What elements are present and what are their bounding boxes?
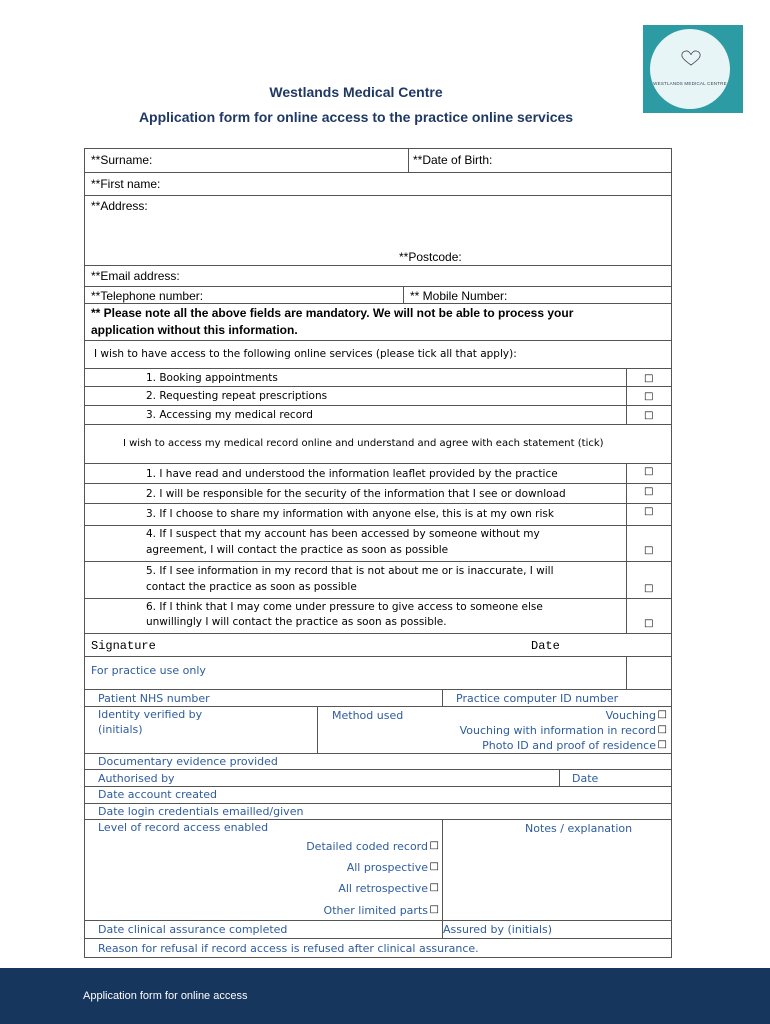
signature-row[interactable] (84, 633, 672, 657)
prescriptions-checkbox[interactable]: □ (644, 391, 654, 402)
postcode-label: **Postcode: (399, 250, 462, 264)
services-intro (84, 340, 672, 369)
all-prospective-label: All prospective (346, 861, 428, 874)
other-limited-label: Other limited parts (323, 904, 428, 917)
surname-field[interactable] (84, 148, 409, 173)
practice-use-blank (626, 656, 672, 690)
statement-row-1 (84, 463, 672, 484)
first-name-field[interactable] (84, 172, 672, 196)
service-booking-label: 1. Booking appointments (146, 372, 278, 384)
statement-2-text: 2. I will be responsible for the security of the information that I see or download (146, 488, 566, 500)
identity-initials-label: (initials) (98, 723, 143, 736)
authorised-date-label: Date (572, 772, 599, 785)
account-created-row[interactable] (84, 786, 672, 804)
first-name-label: **First name: (91, 177, 161, 191)
statement-2-checkbox[interactable]: □ (644, 486, 654, 497)
vouching-checkbox[interactable]: □ (657, 709, 667, 720)
mandatory-note-line2: application without this information. (91, 323, 298, 337)
record-access-level-label: Level of record access enabled (98, 821, 269, 834)
footer-text: Application form for online access (83, 990, 248, 1002)
practice-use-text: For practice use only (91, 664, 206, 677)
service-row-record (84, 405, 672, 425)
telephone-label: **Telephone number: (91, 289, 204, 303)
surname-label: **Surname: (91, 153, 153, 167)
telephone-field[interactable] (84, 286, 404, 304)
statement-row-3 (84, 503, 672, 526)
documentary-evidence-row[interactable] (84, 753, 672, 770)
notes-field[interactable] (442, 819, 672, 921)
statement-row-5 (84, 561, 672, 599)
application-form (84, 148, 672, 958)
page-subtitle: Application form for online access to the practice online services (138, 109, 574, 125)
documentary-evidence-label: Documentary evidence provided (98, 755, 278, 768)
services-intro-text: I wish to have access to the following online services (please tick all that apply): (94, 348, 517, 360)
statement-6-checkbox[interactable]: □ (644, 618, 654, 629)
signature-label: Signature (91, 639, 156, 653)
statements-intro-text: I wish to access my medical record online and understand and agree with each statement (tick) (123, 438, 604, 449)
service-row-prescriptions (84, 386, 672, 406)
notes-label: Notes / explanation (525, 822, 633, 835)
vouching-info-checkbox[interactable]: □ (657, 724, 667, 735)
clinical-assurance-date-field[interactable] (84, 920, 443, 939)
authorised-by-label: Authorised by (98, 772, 175, 785)
statement-5-line1: 5. If I see information in my record that is not about me or is inaccurate, I will (146, 565, 554, 577)
signature-date-label: Date (531, 639, 560, 653)
address-field[interactable] (84, 195, 672, 266)
statement-1-checkbox[interactable]: □ (644, 466, 654, 477)
record-checkbox[interactable]: □ (644, 410, 654, 421)
service-prescriptions-label: 2. Requesting repeat prescriptions (146, 390, 328, 402)
practice-use-heading (84, 656, 627, 690)
statement-6-line2: unwillingly I will contact the practice as soon as possible. (146, 616, 447, 628)
login-credentials-label: Date login credentials emailled/given (98, 805, 304, 818)
vouching-label: Vouching (605, 709, 656, 722)
detailed-coded-label: Detailed coded record (306, 840, 428, 853)
clinical-assurance-date-label: Date clinical assurance completed (98, 923, 288, 936)
email-field[interactable] (84, 265, 672, 287)
record-access-level (84, 819, 443, 921)
logo-text: WESTLANDS MEDICAL CENTRE (653, 81, 727, 86)
nhs-number-label: Patient NHS number (98, 692, 210, 705)
photo-id-label: Photo ID and proof of residence (482, 739, 656, 752)
all-prospective-checkbox[interactable]: □ (429, 861, 439, 872)
nhs-number-field[interactable] (84, 689, 443, 707)
statements-intro (84, 424, 672, 464)
statement-5-line2: contact the practice as soon as possible (146, 581, 357, 593)
email-label: **Email address: (91, 269, 180, 283)
dob-field[interactable] (408, 148, 672, 173)
computer-id-label: Practice computer ID number (456, 692, 619, 705)
statement-3-text: 3. If I choose to share my information with anyone else, this is at my own risk (146, 508, 554, 520)
statement-4-line1: 4. If I suspect that my account has been accessed by someone without my (146, 528, 540, 540)
authorised-by-field[interactable] (84, 769, 560, 787)
identity-verified-label: Identity verified by (98, 708, 203, 721)
statement-row-2 (84, 483, 672, 504)
statement-row-4 (84, 525, 672, 562)
heart-icon (680, 49, 702, 67)
address-label: **Address: (91, 199, 148, 213)
statement-row-6 (84, 598, 672, 634)
refusal-reason-label: Reason for refusal if record access is refused after clinical assurance. (98, 942, 479, 955)
page-title: Westlands Medical Centre (269, 84, 443, 100)
assured-by-field[interactable] (442, 920, 672, 939)
mobile-field[interactable] (403, 286, 672, 304)
service-record-label: 3. Accessing my medical record (146, 409, 313, 421)
account-created-label: Date account created (98, 788, 218, 801)
all-retrospective-label: All retrospective (338, 882, 428, 895)
mandatory-note-line1: ** Please note all the above fields are mandatory. We will not be able to process your (91, 306, 574, 320)
authorised-date-field[interactable] (559, 769, 672, 787)
other-limited-checkbox[interactable]: □ (429, 904, 439, 915)
statement-4-checkbox[interactable]: □ (644, 545, 654, 556)
identity-verified-field[interactable] (84, 706, 318, 754)
assured-by-label: Assured by (initials) (443, 923, 553, 936)
service-row-booking (84, 368, 672, 387)
statement-6-line1: 6. If I think that I may come under pressure to give access to someone else (146, 601, 543, 613)
statement-5-checkbox[interactable]: □ (644, 583, 654, 594)
footer-bar (0, 968, 770, 1024)
method-used-label: Method used (332, 709, 404, 722)
all-retrospective-checkbox[interactable]: □ (429, 882, 439, 893)
login-credentials-row[interactable] (84, 803, 672, 820)
method-used-field (317, 706, 672, 754)
statement-3-checkbox[interactable]: □ (644, 506, 654, 517)
statement-4-line2: agreement, I will contact the practice as soon as possible (146, 544, 449, 556)
photo-id-checkbox[interactable]: □ (657, 739, 667, 750)
detailed-coded-checkbox[interactable]: □ (429, 840, 439, 851)
computer-id-field[interactable] (442, 689, 672, 707)
refusal-reason-row[interactable] (84, 938, 672, 958)
dob-label: **Date of Birth: (413, 153, 493, 167)
booking-checkbox[interactable]: □ (644, 373, 654, 384)
mobile-label: ** Mobile Number: (410, 289, 508, 303)
vouching-info-label: Vouching with information in record (459, 724, 656, 737)
mandatory-note (84, 303, 672, 341)
statement-1-text: 1. I have read and understood the information leaflet provided by the practice (146, 468, 558, 480)
